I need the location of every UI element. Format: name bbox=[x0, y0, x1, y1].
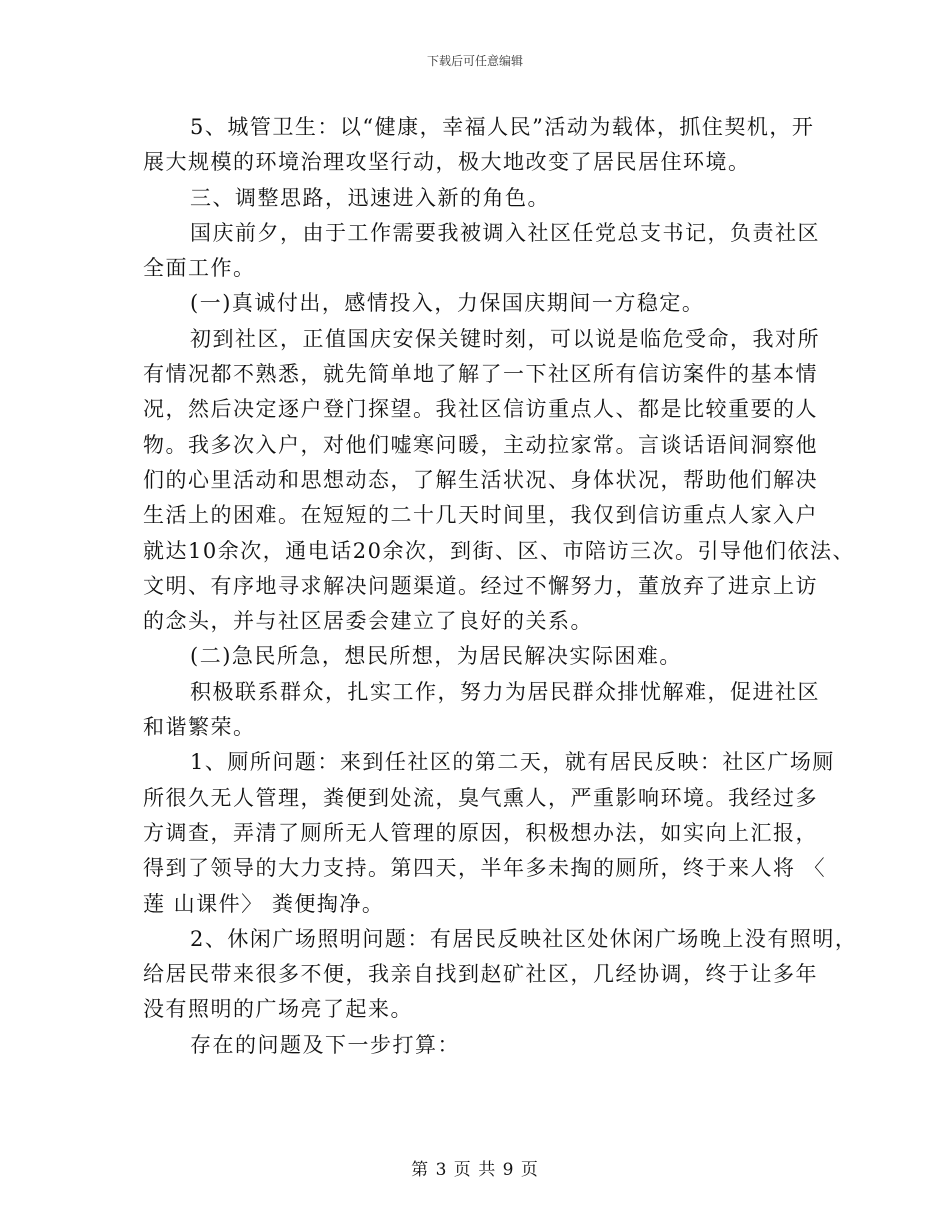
body-line: 莲 山课件〉 粪便掏净。 bbox=[143, 891, 385, 916]
body-line: 5、城管卫生：以“健康，幸福人民”活动为载体，抓住契机，开 bbox=[190, 115, 815, 139]
page-header: 下载后可任意编辑 bbox=[426, 54, 523, 68]
body-line: 文明、有序地寻求解决问题渠道。经过不懈努力，董放弃了进京上访 bbox=[143, 573, 818, 598]
body-line: 得到了领导的大力支持。第四天，半年多未掏的厕所，终于来人将 〈 bbox=[143, 856, 827, 881]
body-line: 就达10余次，通电话20余次，到街、区、市陪访三次。引导他们依法、 bbox=[143, 538, 855, 563]
document-body bbox=[143, 110, 858, 1063]
body-line: 的念头，并与社区居委会建立了良好的关系。 bbox=[143, 609, 593, 634]
body-line: 国庆前夕，由于工作需要我被调入社区任党总支书记，负责社区 bbox=[190, 220, 820, 245]
body-line: 物。我多次入户，对他们嘘寒问暖，主动拉家常。言谈话语间洞察他 bbox=[143, 432, 818, 457]
body-line: 展大规模的环境治理攻坚行动，极大地改变了居民居住环境。 bbox=[143, 150, 751, 175]
subsection-heading: (二)急民所急，想民所想，为居民解决实际困难。 bbox=[190, 644, 682, 669]
body-line: 方调查，弄清了厕所无人管理的原因，积极想办法，如实向上汇报， bbox=[143, 820, 818, 845]
body-line: 存在的问题及下一步打算： bbox=[190, 1032, 460, 1057]
body-line: 积极联系群众，扎实工作，努力为居民群众排忧解难，促进社区 bbox=[190, 679, 820, 704]
body-line: 给居民带来很多不便，我亲自找到赵矿社区，几经协调，终于让多年 bbox=[143, 962, 818, 987]
body-line: 2、休闲广场照明问题：有居民反映社区处休闲广场晚上没有照明， bbox=[190, 926, 858, 951]
section-heading: 三、调整思路，迅速进入新的角色。 bbox=[190, 185, 550, 210]
body-line: 全面工作。 bbox=[143, 256, 256, 281]
body-line: 1、厕所问题：来到任社区的第二天，就有居民反映：社区广场厕 bbox=[190, 750, 835, 775]
body-line: 和谐繁荣。 bbox=[143, 715, 256, 740]
body-line: 有情况都不熟悉，就先简单地了解了一下社区所有信访案件的基本情 bbox=[143, 362, 818, 387]
body-line: 没有照明的广场亮了起来。 bbox=[143, 997, 413, 1022]
body-line: 所很久无人管理，粪便到处流，臭气熏人，严重影响环境。我经过多 bbox=[143, 785, 818, 810]
body-line: 生活上的困难。在短短的二十几天时间里，我仅到信访重点人家入户 bbox=[143, 503, 818, 528]
page-number: 第 3 页 共 9 页 bbox=[411, 1160, 539, 1180]
subsection-heading: (一)真诚付出，感情投入，力保国庆期间一方稳定。 bbox=[190, 291, 705, 316]
body-line: 们的心里活动和思想动态，了解生活状况、身体状况，帮助他们解决 bbox=[143, 467, 818, 492]
body-line: 况，然后决定逐户登门探望。我社区信访重点人、都是比较重要的人 bbox=[143, 397, 818, 422]
body-line: 初到社区，正值国庆安保关键时刻，可以说是临危受命，我对所 bbox=[190, 326, 820, 351]
